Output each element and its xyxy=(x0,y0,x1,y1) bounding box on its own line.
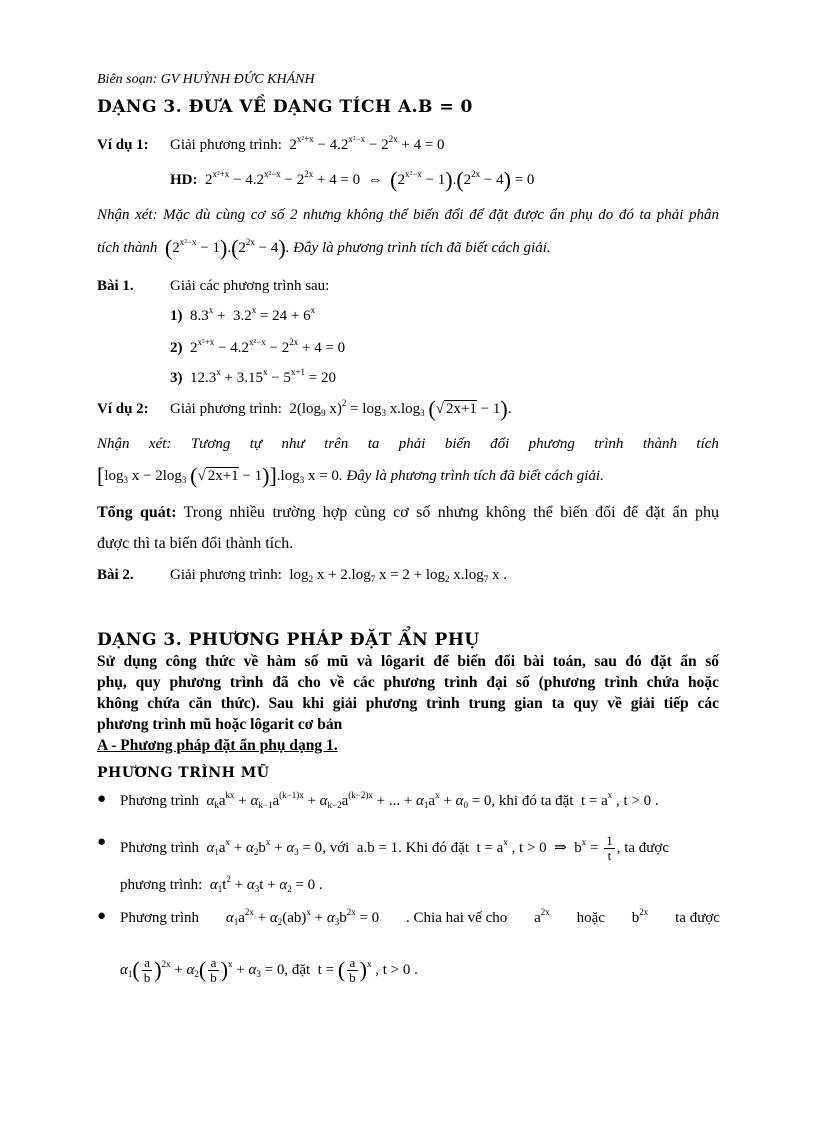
exercise1-line xyxy=(97,276,330,296)
bullet2-pre: Phương trình xyxy=(120,839,199,856)
general-line1 xyxy=(97,502,719,524)
bullet-icon: ● xyxy=(97,908,107,924)
bullet2-line2-text: phương trình: xyxy=(120,877,203,893)
remark2-word: xét: xyxy=(148,436,172,452)
exercise1-item2: 2) $2^{x^2+x} - 4.2^{x^2-x} - 2^{2x} + 4 = 0$ xyxy=(170,337,346,356)
bullet3-post: ta được xyxy=(675,910,720,926)
example2-text: Giải phương trình: xyxy=(170,401,282,417)
bullet2-condition: a.b = 1 xyxy=(353,839,399,856)
remark2-line1 xyxy=(97,434,719,454)
bullet3-or: hoặc xyxy=(576,910,605,926)
bullet2-quadratic: $\alpha_1t^2 + \alpha_3t + \alpha_2 = 0$ . xyxy=(209,874,323,894)
bullet2-post: , ta được xyxy=(616,839,670,856)
bullet3-mid: . Chia hai vế cho xyxy=(406,910,508,926)
remark2-word: Nhận xyxy=(97,436,130,452)
general-label: Tổng quát: xyxy=(97,504,177,521)
hint-label: HD: xyxy=(170,172,198,188)
exercise2-text: Giải phương trình: xyxy=(170,567,282,583)
bullet3-set: , đặt xyxy=(284,962,311,978)
bullet3-substitution: t = ( $\frac{a}{b}$ )$^x$ , t > 0 . xyxy=(313,955,418,986)
section2-intro-line4: phương trình mũ hoặc lôgarit cơ bản xyxy=(97,716,343,733)
bullet2-line1 xyxy=(120,834,669,863)
bullet-icon: ● xyxy=(97,791,107,807)
section2-intro-line3: không chứa căn thức). Sau khi giải phương trình trung gian ta quy về giải tiếp các xyxy=(97,695,719,712)
remark1-post: . Đây là phương trình tích đã biết cách giải. xyxy=(285,240,551,256)
section1-title: DẠNG 3. ĐƯA VỀ DẠNG TÍCH A.B = 0 xyxy=(97,97,473,117)
hint-line xyxy=(170,167,535,192)
remark2-word: thành xyxy=(642,436,678,452)
section2-subtitle: A - Phương pháp đặt ẩn phụ dạng 1. xyxy=(97,737,338,754)
remark1-expression: $(2^{x^2-x} - 1).(2^{2x} - 4)$ xyxy=(164,235,286,260)
remark2-word: trình xyxy=(594,436,624,452)
bullet3-line1 xyxy=(120,908,720,928)
remark2-word: đổi xyxy=(490,436,510,452)
example2-equation: $2(\log_9$ $x)^2 = \log_3 x.\log_3$ (√ 2x+1 − 1). xyxy=(285,396,512,421)
bullet3-pre: Phương trình xyxy=(120,910,199,926)
general-text: Trong nhiều trường hợp cùng cơ số nhưng không thể biến đổi để đặt ẩn phụ xyxy=(183,504,719,521)
example1-equation: $2^{x^2+x} - 4.2^{x^2-x} - 2^{2x} + 4 = 0$ xyxy=(285,134,445,153)
exercise1-item1: 1) $8.3^x + 3.2^x = 24 + 6^x$ xyxy=(170,305,316,324)
exercise2-line xyxy=(97,565,507,585)
bullet3-a2x: $a^{2x}$ xyxy=(534,907,550,926)
remark2-post: . Đây là phương trình tích đã biết cách giải. xyxy=(338,468,604,484)
bullet2-mid2: . Khi đó đặt xyxy=(398,839,469,856)
bullet2-mid: , với xyxy=(322,839,350,856)
exponential-subhead: PHƯƠNG TRÌNH MŨ xyxy=(97,765,270,781)
bullet1-mid: , khi đó ta đặt xyxy=(491,793,574,809)
bullet2-equation: $\alpha_1a^x + \alpha_2b^x + \alpha_3 = 0$ xyxy=(206,836,323,857)
remark2-line2 xyxy=(97,463,604,488)
exercise1-item3: 3) $12.3^x + 3.15^x - 5^{x+1} = 20$ xyxy=(170,367,336,386)
bullet1-line xyxy=(120,791,659,811)
bullet1-substitution: $t = a^x$ , t > 0 . xyxy=(577,790,659,809)
bullet3-line2 xyxy=(120,955,418,985)
example1-label: Ví dụ 1: xyxy=(97,137,149,153)
remark2-word: ta xyxy=(367,436,380,452)
remark2-word: biến xyxy=(444,436,471,452)
exercise1-label: Bài 1. xyxy=(97,278,134,294)
exercise1-text: Giải các phương trình sau: xyxy=(170,278,330,294)
bullet1-equation: $\alpha_ka^{kx} + \alpha_{k-1}a^{(k-1)x} + \alpha_{k-2}a^{(k-2)x}$ + ... + $\alpha_1a^x + \alpha_0 = 0$ xyxy=(206,790,492,810)
remark2-word: Tương xyxy=(190,436,231,452)
example1-text: Giải phương trình: xyxy=(170,137,282,153)
remark2-word: tích xyxy=(696,436,719,452)
remark2-expression: [$\log_3$ $x - 2\log_3$ (√ $2x+1 - 1)].\log_3$ x = 0 xyxy=(97,463,339,488)
remark1-pre: tích thành xyxy=(97,240,158,256)
exercise2-label: Bài 2. xyxy=(97,567,134,583)
remark2-word: phải xyxy=(398,436,426,452)
example2-line xyxy=(97,396,512,421)
bullet-icon: ● xyxy=(97,834,107,850)
author-header: Biên soạn: GV HUỲNH ĐỨC KHÁNH xyxy=(97,72,315,87)
remark2-word: tự xyxy=(249,436,263,452)
remark2-word: trên xyxy=(324,436,349,452)
section2-intro-line2: phụ, quy phương trình đã cho về các phương trình đại số (phương trình chứa hoặc xyxy=(97,674,719,691)
bullet3-equation: $\alpha_1a^{2x} + \alpha_2(ab)^x + \alpha_3b^{2x} = 0$ xyxy=(225,907,380,927)
example2-label: Ví dụ 2: xyxy=(97,401,149,417)
bullet2-substitution: $t = a^x$ , t > 0 ⇒ $b^x$ = $\frac{1}{t}$ xyxy=(472,833,613,863)
remark1-line2 xyxy=(97,235,551,260)
remark1-line1: Nhận xét: Mặc dù cùng cơ số 2 nhưng không thể biến đổi để đặt được ẩn phụ do đó ta phải phân xyxy=(97,207,719,223)
bullet1-pre: Phương trình xyxy=(120,793,199,809)
remark2-word: phương xyxy=(528,436,575,452)
bullet3-transformed: $\alpha_1$( $\frac{a}{b}$ )$^{2x} + \alpha_2$( $\frac{a}{b}$ )$^x + \alpha_3 = 0$ xyxy=(120,955,285,986)
remark2-word: như xyxy=(281,436,305,452)
example1-line xyxy=(97,134,445,155)
exercise2-equation: $\log_2 x + 2.\log_7$ $x = 2 + \log_2 x.\log_7$ x . xyxy=(285,567,507,584)
hint-equation: $2^{x^2+x} - 4.2^{x^2-x} - 2^{2x} + 4 = 0$ ⇔ $(2^{x^2-x} - 1).(2^{2x} - 4) = 0$ xyxy=(201,167,535,192)
section2-title: DẠNG 3. PHƯƠNG PHÁP ĐẶT ẨN PHỤ xyxy=(97,630,480,650)
general-line2: được thì ta biến đổi thành tích. xyxy=(97,535,294,552)
bullet2-line2 xyxy=(120,875,323,895)
bullet3-b2x: $b^{2x}$ xyxy=(631,907,649,926)
section2-intro-line1: Sử dụng công thức về hàm số mũ và lôgarit để biến đổi bài toán, sau đó đặt ẩn số xyxy=(97,653,719,670)
